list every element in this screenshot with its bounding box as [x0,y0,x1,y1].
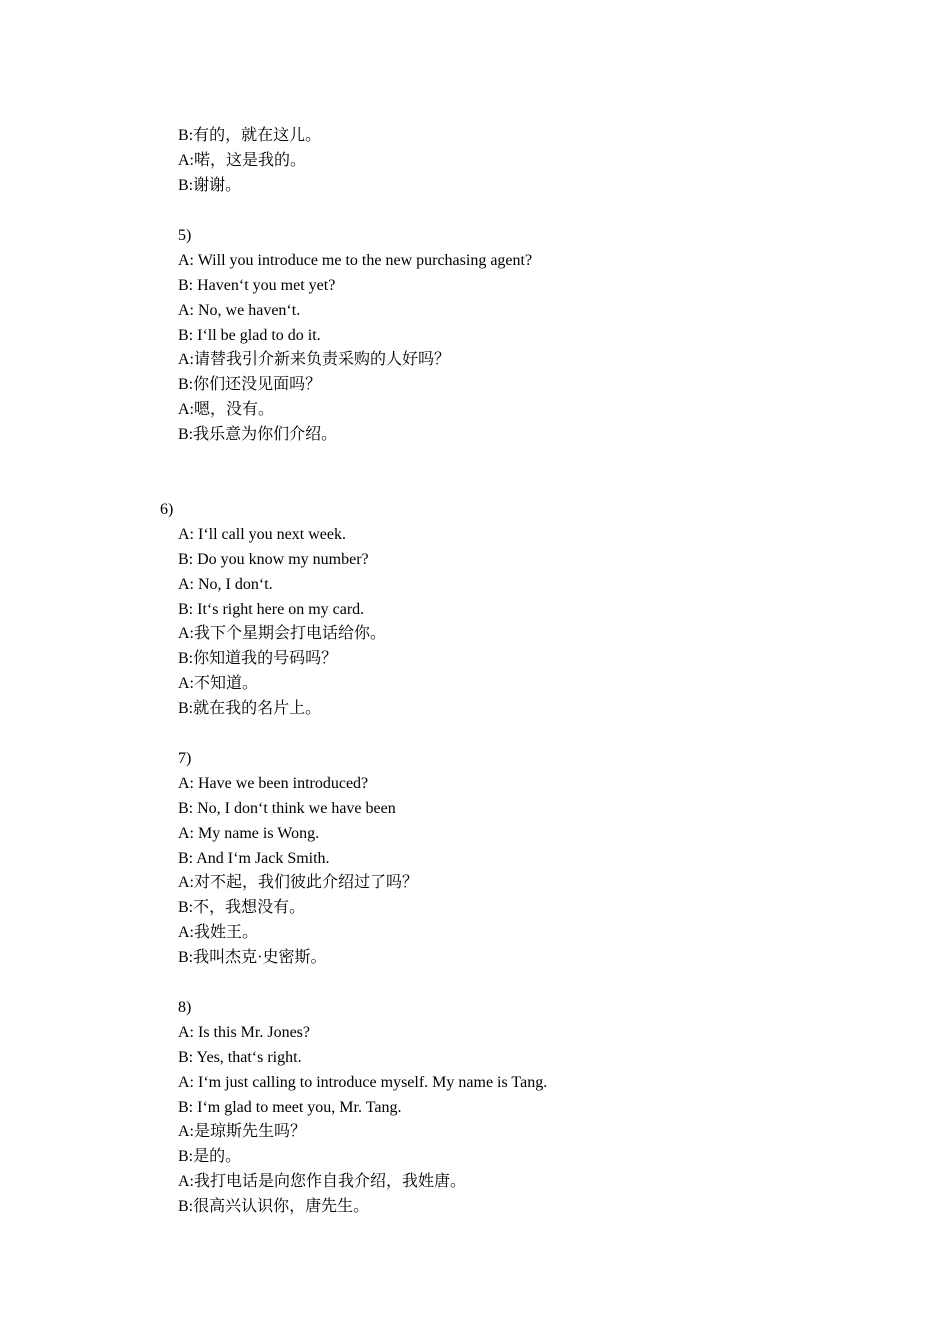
dialog-line: B: It‘s right here on my card. [178,601,365,618]
dialog-line: B:是的。 [178,1148,242,1165]
dialog-line: B: I‘ll be glad to do it. [178,327,321,344]
dialog-line: A: I‘ll call you next week. [178,526,346,543]
dialog-line: B:我乐意为你们介绍。 [178,426,338,443]
dialog-line: B:谢谢。 [178,177,242,194]
dialog-line: A: My name is Wong. [178,825,320,842]
dialog-line: A:喏，这是我的。 [178,152,307,169]
dialog-line: A:对不起，我们彼此介绍过了吗？ [178,874,419,891]
dialog-line: A:嗯，没有。 [178,401,275,418]
dialog-number: 7) [178,750,192,767]
dialog-number: 5) [178,227,192,244]
dialog-line: B: Yes, that‘s right. [178,1049,302,1066]
dialog-line: B:很高兴认识你，唐先生。 [178,1198,370,1215]
dialog-line: B:不，我想没有。 [178,899,306,916]
dialog-number: 6) [160,501,174,518]
dialog-line: A: No, we haven‘t. [178,302,301,319]
dialog-line: A:我姓王。 [178,924,259,941]
dialog-line: B:我叫杰克·史密斯。 [178,949,327,966]
dialog-number: 8) [178,999,192,1016]
dialog-line: A: No, I don‘t. [178,576,273,593]
dialog-line: B:就在我的名片上。 [178,700,322,717]
dialog-line: B:你们还没见面吗？ [178,376,322,393]
dialog-line: A: Have we been introduced? [178,775,369,792]
dialog-line: A:是琼斯先生吗？ [178,1123,307,1140]
dialog-line: A:我下个星期会打电话给你。 [178,625,387,642]
dialog-line: B: Do you know my number? [178,551,369,568]
dialog-line: A: Will you introduce me to the new purchasing agent? [178,252,533,269]
dialog-line: A:请替我引介新来负责采购的人好吗？ [178,351,451,368]
dialog-line: B: No, I don‘t think we have been [178,800,396,817]
dialog-line: A:我打电话是向您作自我介绍，我姓唐。 [178,1173,467,1190]
dialog-line: B: I‘m glad to meet you, Mr. Tang. [178,1099,402,1116]
dialog-line: B: And I‘m Jack Smith. [178,850,330,867]
dialog-line: B:有的，就在这儿。 [178,127,322,144]
dialog-line: A: I‘m just calling to introduce myself. My name is Tang. [178,1074,548,1091]
dialog-line: B: Haven‘t you met yet? [178,277,336,294]
dialog-line: A:不知道。 [178,675,259,692]
dialog-line: B:你知道我的号码吗？ [178,650,338,667]
dialog-line: A: Is this Mr. Jones? [178,1024,310,1041]
